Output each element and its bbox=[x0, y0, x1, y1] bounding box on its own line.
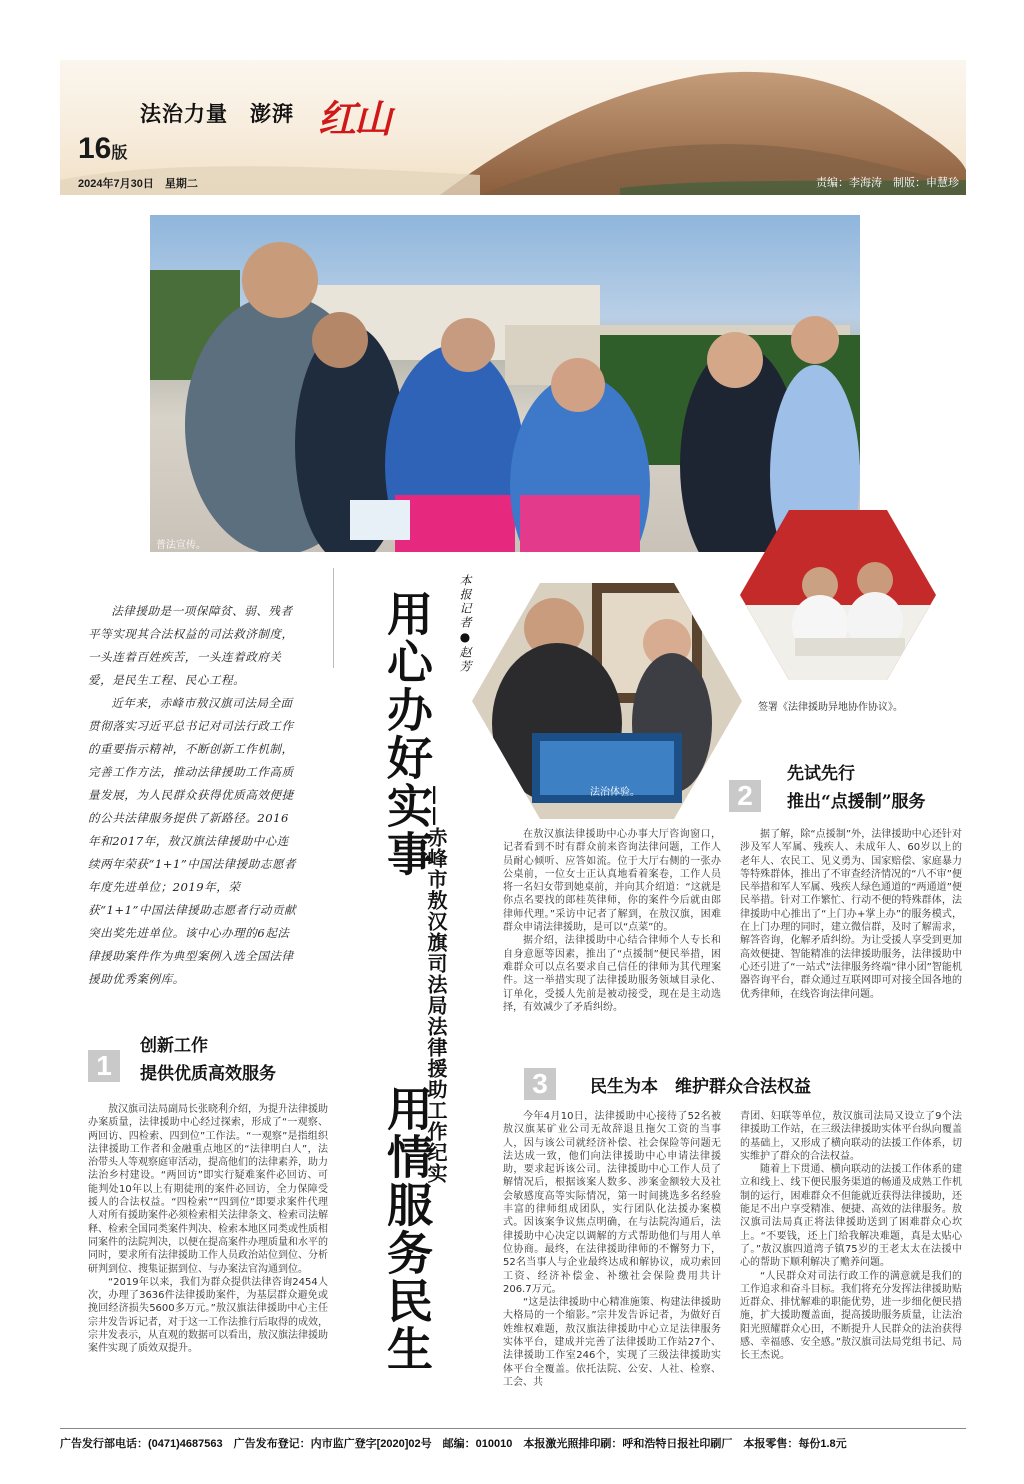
headline-subtitle: ——赤峰市敖汉旗司法局法律援助工作纪实 bbox=[424, 785, 448, 1184]
masthead-brand: 红山 bbox=[318, 96, 391, 141]
signing-photo-caption: 签署《法律援助异地协作协议》。 bbox=[758, 702, 903, 713]
edition-suffix: 版 bbox=[111, 145, 128, 162]
edition-number: 16 bbox=[78, 132, 112, 165]
footer-info: 广告发行部电话：(0471)4687563 广告发布登记：内市监广登字[2020]02号 邮编：010010 本报激光照排印刷：呼和浩特日报社印刷厂 本报零售：每份1.8元 bbox=[60, 1428, 966, 1451]
section-1-title-line-1: 创新工作 bbox=[140, 1036, 208, 1056]
section-1-paragraph: 敖汉旗司法局副局长张晓利介绍，为提升法律援助办案质量，法律援助中心经过探索，形成了“一观察、两回访、四检索、四到位”工作法。“一观察”是指组织法律援助工作者和金融重点地区的“法律明白人”，法治带头人等观察庭审活动，提高他们的法律素养，助力法治乡村建设。“两回访”即实行疑难案件必回访、可能判处10年以上有期徒刑的案件必回访，全力保障受援人的合法权益。“四检索”“四到位”即要求案件代理人对所有援助案件必须检索相关法律条文、检索司法解释、检索全国同类案件判决、检索本地区同类或性质相同案件的法院判决，以便在提高案件办理质量和水平的同时，要求所有法律援助工作人员政治站位到位、分析研判到位、搜集证据到位、与办案法官沟通到位。 bbox=[88, 1104, 328, 1275]
main-photo-caption: 普法宣传。 bbox=[156, 540, 206, 551]
section-2-title-line-1: 先试先行 bbox=[787, 764, 855, 784]
section-3-body-col-2 bbox=[740, 1110, 962, 1363]
section-3-paragraph: “人民群众对司法行政工作的满意就是我们的工作追求和奋斗目标。我们将充分发挥法律援助贴近群众、排忧解难的职能优势，进一步细化便民措施，扩大援助覆盖面，提高援助服务质量，让法治阳光照耀群众心田，不断提升人民群众的法治获得感、幸福感、安全感。”敖汉旗司法局党组书记、局长王杰说。 bbox=[740, 1270, 962, 1362]
middle-paragraph: 据介绍，法律援助中心结合律师个人专长和自身意愿等因素，推出了“点援制”便民举措，困难群众可以点名要求自己信任的律师为其代理案件。这一举措实现了法律援助服务领域目录化、订单化，受援人先前是被动接受，现在是主动选择，有效减少了矛盾纠纷。 bbox=[503, 935, 721, 1013]
section-1-body bbox=[88, 1103, 328, 1356]
section-1-title bbox=[140, 1032, 276, 1088]
signing-photo bbox=[740, 510, 936, 680]
section-3-paragraph: 今年4月10日，法律援助中心接待了52名被敖汉旗某矿业公司无故辞退且拖欠工资的当事人，因与该公司就经济补偿、社会保险等问题无法达成一致，他们向法律援助中心申请法律援助，要求起诉该公司。法律援助中心工作人员了解情况后，根据该案人数多、涉案金额较大及社会敏感度高等实际情况，第一时间挑选多名经验丰富的律师组成团队，实行团队化法援办案模式。因该案争议焦点明确，在与法院沟通后，法律援助中心决定以调解的方式帮助他们与用人单位协商。最终，在法律援助律师的不懈努力下，52名当事人与企业最终达成和解协议，成功索回工资、经济补偿金、补缴社会保险费用共计206.7万元。 bbox=[503, 1111, 721, 1295]
section-1-number: 1 bbox=[88, 1050, 120, 1082]
section-2-title-line-2: 推出“点援制”服务 bbox=[787, 792, 926, 812]
section-2-number: 2 bbox=[729, 780, 761, 812]
headline-line-2: 用情服务民生 bbox=[380, 1085, 434, 1373]
byline: 本报记者●赵芳 bbox=[458, 574, 472, 674]
headline-line-1: 用心办好实事 bbox=[380, 590, 434, 878]
section-3-paragraph: 随着上下贯通、横向联动的法援工作体系的建立和线上、线下便民服务渠道的畅通及成熟工作机制的运行，困难群众不但能就近获得法律援助，还能足不出户享受精准、便捷、高效的法律服务。敖汉旗司法局真正将法律援助送到了困难群众心坎上。“不要钱，还上门给我解决难题，真是太贴心了。”敖汉旗四道湾子镇75岁的王老太太在法援中心的帮助下顺利解决了赡养问题。 bbox=[740, 1164, 962, 1269]
section-3-title: 民生为本 维护群众合法权益 bbox=[590, 1077, 811, 1097]
issue-date: 2024年7月30日 星期二 bbox=[78, 178, 198, 190]
section-1-title-line-2: 提供优质高效服务 bbox=[140, 1064, 276, 1084]
column-divider bbox=[333, 568, 334, 668]
middle-paragraph: 在敖汉旗法律援助中心办事大厅咨询窗口，记者看到不时有群众前来咨询法律问题，工作人员耐心倾听、应答如流。位于大厅右侧的一张办公桌前，一位女士正认真地看着案卷，工作人员将一名妇女带到她桌前，并向其介绍道：“这就是你点名要找的郎桂英律师，你的案件今后就由郎律师代理。”采访中记者了解到，在敖汉旗，困难群众申请法律援助，是可以“点菜”的。 bbox=[503, 829, 721, 934]
section-3-paragraph: “这是法律援助中心精准施策、构建法律援助大格局的一个缩影。”宗井发告诉记者，为做好百姓维权难题，敖汉旗法律援助中心立足法律服务实体平台，建成并完善了法律援助工作站27个、法律援助工作室246个，实现了三级法律援助实体平台全覆盖。依托法院、公安、人社、检察、工会、共 bbox=[503, 1297, 721, 1388]
section-3-number: 3 bbox=[524, 1068, 556, 1100]
section-1-paragraph: “2019年以来，我们为群众提供法律咨询2454人次，办理了3636件法律援助案件，为基层群众避免或挽回经济损失5600多万元。”敖汉旗法律援助中心主任宗井发告诉记者，对于这一工作法推行后取得的成效，宗井发表示，从直观的数据可以看出，敖汉旗法律援助案件实现了质效双提升。 bbox=[88, 1276, 328, 1355]
section-2-title bbox=[787, 760, 926, 816]
section-3-paragraph: 青团、妇联等单位，敖汉旗司法局又设立了9个法律援助工作站，在三级法律援助实体平台纵向覆盖的基础上，又形成了横向联动的法援工作体系，切实维护了群众的合法权益。 bbox=[740, 1111, 962, 1162]
section-2-body bbox=[740, 828, 962, 1001]
experience-photo-caption: 法治体验。 bbox=[590, 787, 640, 798]
photo-scene bbox=[150, 215, 860, 552]
main-photo bbox=[150, 215, 860, 552]
editors-credit: 责编：李海涛 制版：申慧珍 bbox=[816, 177, 959, 189]
middle-column-body bbox=[503, 828, 721, 1014]
intro-paragraph: 近年来，赤峰市敖汉旗司法局全面贯彻落实习近平总书记对司法行政工作的重要指示精神，不断创新工作机制，完善工作方法，推动法律援助工作高质量发展，为人民群众获得优质高效便捷的公共法律服务提供了新路径。2016年和2017年，敖汉旗法律援助中心连续两年荣获“1+1”中国法律援助志愿者年度先进单位；2019年，荣获“1+1”中国法律援助志愿者行动贡献突出奖先进单位。该中心办理的6起法律援助案件作为典型案例入选全国法律援助优秀案例库。 bbox=[88, 696, 297, 986]
intro-paragraph: 法律援助是一项保障贫、弱、残者平等实现其合法权益的司法救济制度，一头连着百姓疾苦，一头连着政府关爱，是民生工程、民心工程。 bbox=[88, 604, 294, 687]
edition-label bbox=[78, 132, 127, 166]
section-2-paragraph: 据了解，除“点援制”外，法律援助中心还针对涉及军人军属、残疾人、未成年人、60岁以上的老年人、农民工、见义勇为、国家赔偿、家庭暴力等特殊群体，推出了不审查经济情况的“八不审”便民举措和军人军属、残疾人绿色通道的“两通道”便民举措。针对工作繁忙、行动不便的特殊群体，法律援助中心推出了“上门办+掌上办”的服务模式，在上门办理的同时，建立微信群，及时了解需求，解答咨询，化解矛盾纠纷。为让受援人享受到更加高效便捷、智能精准的法律援助服务，法律援助中心还引进了“一站式”法律服务终端“律小团”智能机器咨询平台，群众通过互联网即可对接全国各地的优秀律师，在线咨询法律问题。 bbox=[740, 829, 962, 1000]
section-3-body-col-1 bbox=[503, 1110, 721, 1389]
article-intro bbox=[88, 600, 298, 991]
masthead-slogan: 法治力量 澎湃 bbox=[140, 101, 294, 126]
